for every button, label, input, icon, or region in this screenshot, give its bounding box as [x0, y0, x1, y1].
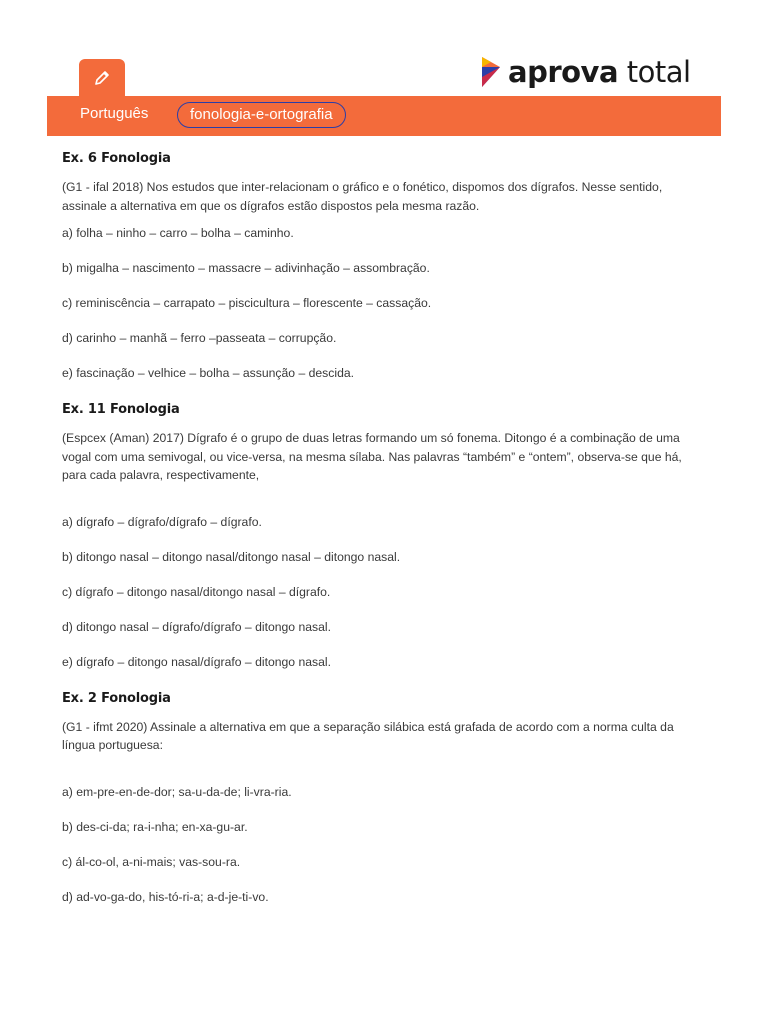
logo-mark-icon	[480, 55, 502, 89]
exercise-stem: (G1 - ifal 2018) Nos estudos que inter-relacionam o gráfico e o fonético, dispomos dos dígrafos. Nesse sentido, assinale a alternativa em que os dígrafos estão dispostos pela mesma razão.	[62, 180, 663, 213]
exercise-stem: (G1 - ifmt 2020) Assinale a alternativa em que a separação silábica está grafada de acordo com a norma culta da língua portuguesa:	[62, 719, 674, 752]
exercise	[62, 402, 682, 670]
pencil-badge	[79, 59, 125, 97]
option[interactable]: b) ditongo nasal – ditongo nasal/ditongo nasal – ditongo nasal.	[62, 549, 401, 564]
option[interactable]: c) dígrafo – ditongo nasal/ditongo nasal – dígrafo.	[62, 584, 331, 599]
option[interactable]: a) em-pre-en-de-dor; sa-u-da-de; li-vra-ria.	[62, 784, 292, 799]
option[interactable]: e) fascinação – velhice – bolha – assunção – descida.	[62, 366, 355, 380]
exercise-list	[62, 151, 682, 905]
exercise-title: Ex. 11 Fonologia	[62, 402, 180, 417]
option[interactable]: a) folha – ninho – carro – bolha – caminho.	[62, 226, 294, 240]
brand-name: aprova total	[508, 55, 691, 89]
option[interactable]: c) reminiscência – carrapato – piscicultura – florescente – cassação.	[62, 296, 432, 310]
pencil-icon	[92, 68, 112, 88]
exercise-title: Ex. 6 Fonologia	[62, 151, 171, 166]
option[interactable]: b) des-ci-da; ra-i-nha; en-xa-gu-ar.	[62, 819, 248, 834]
exercise	[62, 151, 682, 381]
option[interactable]: d) ad-vo-ga-do, his-tó-ri-a; a-d-je-ti-vo.	[62, 889, 269, 904]
topic-tag[interactable]: fonologia-e-ortografia	[177, 102, 346, 128]
option[interactable]: a) dígrafo – dígrafo/dígrafo – dígrafo.	[62, 514, 262, 529]
option[interactable]: b) migalha – nascimento – massacre – adivinhação – assombração.	[62, 261, 430, 275]
exercise	[62, 691, 682, 905]
exercise-title: Ex. 2 Fonologia	[62, 690, 171, 706]
subject-label: Português	[80, 105, 149, 122]
option[interactable]: c) ál-co-ol, a-ni-mais; vas-sou-ra.	[62, 854, 241, 869]
option[interactable]: d) carinho – manhã – ferro –passeata – corrupção.	[62, 331, 337, 345]
exercise-stem: (Espcex (Aman) 2017) Dígrafo é o grupo de duas letras formando um só fonema. Ditongo é a combinação de uma vogal com uma semivogal, ou vice-versa, na mesma sílaba. Nas palavras “também” e “ontem”, observa-se que há, para cada palavra, respectivamente,	[62, 431, 682, 482]
header-bar	[47, 96, 721, 136]
brand-logo	[480, 55, 691, 89]
option[interactable]: e) dígrafo – ditongo nasal/dígrafo – ditongo nasal.	[62, 654, 331, 669]
option[interactable]: d) ditongo nasal – dígrafo/dígrafo – ditongo nasal.	[62, 619, 331, 634]
